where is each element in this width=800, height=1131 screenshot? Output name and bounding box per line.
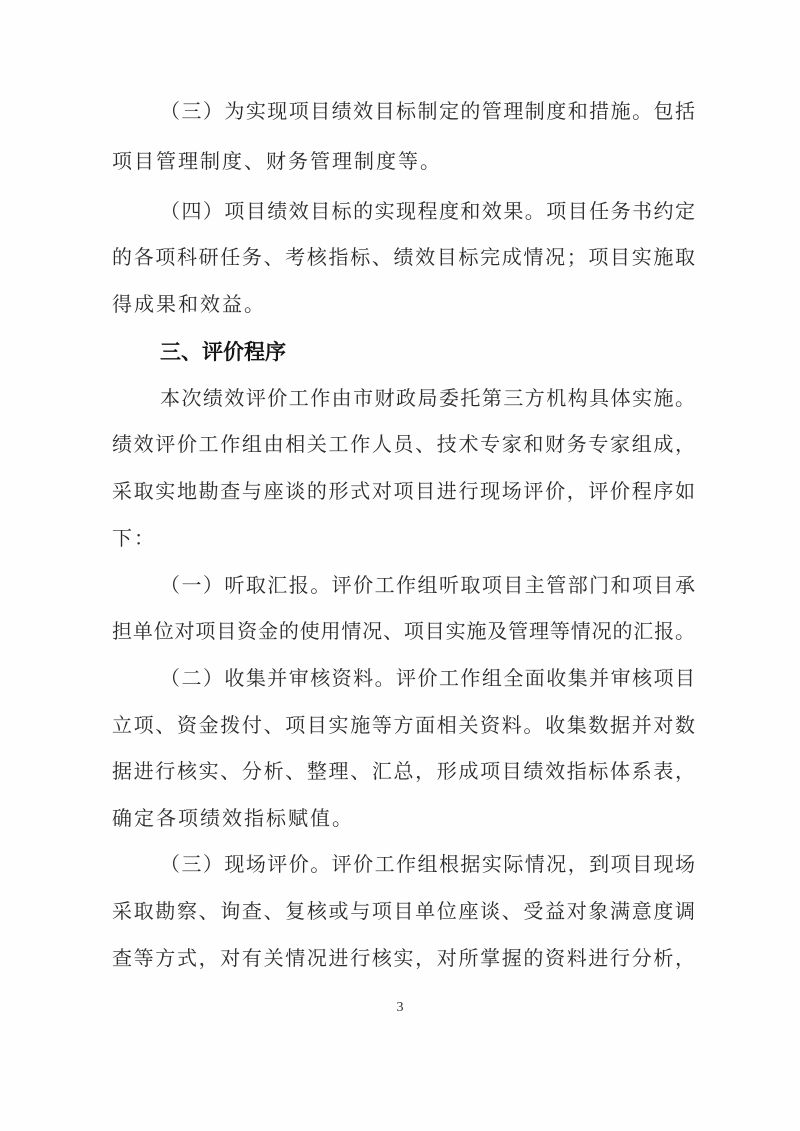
text-line: 担单位对项目资金的使用情况、项目实施及管理等情况的汇报。 — [112, 619, 696, 643]
text-line: （四）项目绩效目标的实现程度和效果。项目任务书约定 — [160, 199, 697, 223]
text-line: （一）听取汇报。评价工作组听取项目主管部门和项目承 — [160, 573, 697, 597]
text-line: 采取实地勘查与座谈的形式对项目进行现场评价，评价程序如 — [112, 479, 697, 503]
text-line: 绩效评价工作组由相关工作人员、技术专家和财务专家组成， — [112, 432, 697, 456]
text-line: 据进行核实、分析、整理、汇总，形成项目绩效指标体系表， — [112, 759, 697, 783]
text-line: 下： — [112, 526, 156, 550]
text-line: 项目管理制度、财务管理制度等。 — [112, 149, 442, 173]
text-line: 采取勘察、询查、复核或与项目单位座谈、受益对象满意度调 — [112, 899, 697, 923]
text-line: （三）现场评价。评价工作组根据实际情况，到项目现场 — [160, 852, 697, 876]
text-line: （二）收集并审核资料。评价工作组全面收集并审核项目 — [160, 666, 697, 690]
text-line: （三）为实现项目绩效目标制定的管理制度和措施。包括 — [160, 99, 697, 123]
text-line: 查等方式，对有关情况进行核实，对所掌握的资料进行分析， — [112, 946, 697, 970]
text-line: 确定各项绩效指标赋值。 — [112, 806, 354, 830]
text-line: 的各项科研任务、考核指标、绩效目标完成情况；项目实施取 — [112, 245, 697, 269]
text-line: 得成果和效益。 — [112, 292, 266, 316]
page-number: 3 — [396, 1000, 404, 1015]
text-line: 本次绩效评价工作由市财政局委托第三方机构具体实施。 — [160, 386, 697, 410]
text-line: 立项、资金拨付、项目实施等方面相关资料。收集数据并对数 — [112, 713, 697, 737]
section-heading: 三、评价程序 — [160, 340, 286, 364]
